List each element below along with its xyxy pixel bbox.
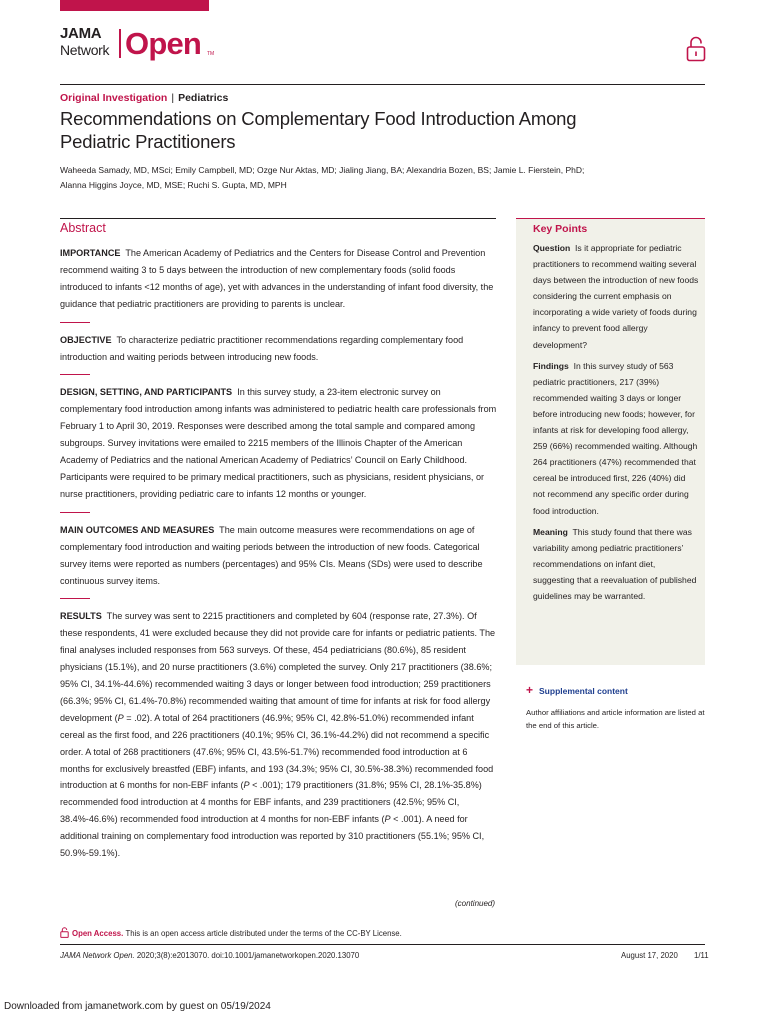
article-type-separator: | bbox=[171, 92, 175, 104]
p-value-symbol: P bbox=[243, 780, 250, 791]
p-value-symbol: P bbox=[117, 712, 124, 723]
logo-trademark: TM bbox=[207, 51, 215, 57]
open-access-text: This is an open access article distributed under the terms of the CC-BY License. bbox=[125, 929, 402, 938]
section-label: MAIN OUTCOMES AND MEASURES bbox=[60, 524, 215, 535]
citation-text: 2020;3(8):e2013070. doi:10.1001/jamanetworkopen.2020.13070 bbox=[136, 951, 360, 960]
key-point-meaning bbox=[533, 524, 699, 604]
logo-divider bbox=[119, 29, 121, 58]
journal-logo[interactable] bbox=[60, 26, 260, 66]
key-point-text: In this survey study of 563 pediatric practitioners, 217 (39%) recommended waiting 3 days or longer before introducing new foods; however, for infants at risk for developing food allergy, 259 (66%) recommended waiting. Although 264 practitioners (47%) recommended that cereal be introduced first, 226 (40%) did not recommend any specific order during food introduction. bbox=[533, 360, 698, 516]
plus-icon: + bbox=[526, 683, 534, 697]
supplemental-label: Supplemental content bbox=[539, 686, 628, 696]
section-label: DESIGN, SETTING, AND PARTICIPANTS bbox=[60, 387, 233, 398]
header-rule bbox=[60, 84, 705, 85]
key-point-findings bbox=[533, 358, 699, 519]
section-text: The American Academy of Pediatrics and the Centers for Disease Control and Prevention recommend waiting 3 to 5 days between the introduction of new complementary foods (solid foods introduced to infants <12 months of age), yet with advances in the understanding of infant food diversity, the guidance that pediatric practitioners are providing to parents is unclear. bbox=[60, 248, 494, 309]
open-padlock-icon bbox=[60, 927, 69, 938]
footer-rule bbox=[60, 944, 705, 945]
section-label: RESULTS bbox=[60, 611, 102, 622]
logo-open-text: Open bbox=[125, 26, 202, 61]
article-section[interactable]: Pediatrics bbox=[178, 92, 229, 104]
abstract-outcomes bbox=[60, 522, 498, 590]
article-category[interactable]: Original Investigation bbox=[60, 92, 168, 104]
article-type bbox=[60, 91, 228, 105]
section-text: In this survey study, a 23-item electronic survey on complementary food introduction among infants was administered to pediatric health care professionals from February 1 to April 30, 2019. Responses were described among the total sample and compared among subgroups. Survey invitations were emailed to 2215 members of the Illinois Chapter of the American Academy of Pediatrics and the national American Academy of Pediatrics’ Council on Early Childhood. Participants were required to be primary medical practitioners, such as physicians, resident physicians, or nurse practitioners, providing pediatric care to infants 12 months or younger. bbox=[60, 387, 497, 499]
section-text: < .001). A need for additional training on complementary food introduction was reported by 310 practitioners (55.1%; 95% CI, 50.9%-59.1%). bbox=[60, 814, 485, 859]
author-line: Waheeda Samady, MD, MSci; Emily Campbell, MD; Ozge Nur Aktas, MD; Jialing Jiang, BA; Alexandria Bozen, BS; Jamie L. Fierstein, PhD; bbox=[60, 165, 585, 175]
section-label: IMPORTANCE bbox=[60, 248, 121, 258]
open-access-lock-icon bbox=[686, 36, 706, 62]
section-divider bbox=[60, 322, 90, 323]
download-notice: Downloaded from jamanetwork.com by guest on 05/19/2024 bbox=[4, 1001, 271, 1012]
author-line: Alanna Higgins Joyce, MD, MSE; Ruchi S. Gupta, MD, MPH bbox=[60, 180, 287, 190]
key-point-label: Question bbox=[533, 243, 571, 253]
abstract-objective bbox=[60, 332, 498, 366]
citation-journal: JAMA Network Open. bbox=[60, 951, 135, 960]
section-text: = .02). A total of 264 practitioners (46.9%; 95% CI, 42.8%-51.0%) recommended infant cereal as the first food, and 226 practitioners (40.1%; 95% CI, 36.1%-44.2%) did not recommend a specific order. A total of 268 practitioners (47.6%; 95% CI, 43.5%-51.7%) recommended food introduction at 6 months for exclusively breastfed (EBF) infants, and 193 (34.3%; 95% CI, 30.5%-38.3%) recommended food introduction at 6 months for non-EBF infants ( bbox=[60, 712, 494, 791]
section-divider bbox=[60, 374, 90, 375]
abstract-importance bbox=[60, 245, 498, 313]
abstract-heading: Abstract bbox=[60, 221, 106, 235]
affiliations-note: Author affiliations and article information are listed at the end of this article. bbox=[526, 708, 705, 730]
p-value-symbol: P bbox=[384, 814, 391, 825]
key-point-question bbox=[533, 240, 699, 353]
logo-network-text: Network bbox=[60, 42, 110, 58]
journal-color-bar bbox=[60, 0, 209, 11]
abstract-body bbox=[60, 245, 498, 862]
publication-date: August 17, 2020 bbox=[621, 951, 678, 960]
open-access-statement bbox=[60, 927, 402, 940]
section-text: To characterize pediatric practitioner recommendations regarding complementary food introduction and waiting periods between introducing new foods. bbox=[60, 334, 464, 362]
key-point-label: Meaning bbox=[533, 526, 568, 537]
abstract-results bbox=[60, 608, 498, 862]
section-text: The survey was sent to 2215 practitioners and completed by 604 (response rate, 27.3%). Of these respondents, 41 were excluded because they did not provide care for infants or pediatric patients. The final analyses included responses from 563 surveys. Of these, 454 pediatricians (80.6%), 85 resident physicians (15.1%), and 20 nurse practitioners (3.6%) completed the survey. Only 217 practitioners (38.6%; 95% CI, 34.1%-44.6%) recommended waiting 3 days or longer between food introduction; 259 practitioners (66.3%; 95% CI, 61.4%-70.8%) recommended waiting that amount of time for infants at risk for food allergy development ( bbox=[60, 611, 496, 723]
abstract-rule bbox=[60, 218, 496, 219]
section-divider bbox=[60, 512, 90, 513]
section-divider bbox=[60, 598, 90, 599]
logo-jama-text: JAMA bbox=[60, 25, 102, 42]
key-point-text: This study found that there was variability among pediatric practitioners’ recommendations on infant diet, suggesting that a reevaluation of published guidelines may be warranted. bbox=[533, 526, 697, 601]
supplemental-content-link[interactable] bbox=[526, 683, 628, 697]
key-points-heading: Key Points bbox=[533, 223, 588, 235]
key-points-body bbox=[533, 240, 699, 609]
article-title: Recommendations on Complementary Food Introduction Among Pediatric Practitioners bbox=[60, 108, 577, 152]
key-point-label: Findings bbox=[533, 360, 569, 371]
author-list bbox=[60, 163, 660, 193]
citation bbox=[60, 951, 359, 960]
page-number: 1/11 bbox=[694, 951, 709, 960]
section-label: OBJECTIVE bbox=[60, 334, 112, 345]
continued-note: (continued) bbox=[455, 899, 496, 908]
abstract-design bbox=[60, 384, 498, 502]
key-point-text: Is it appropriate for pediatric practitioners to recommend waiting several days between the introduction of new foods considering the current emphasis on incorporating a wide variety of foods during infancy to prevent food allergy development? bbox=[533, 243, 699, 350]
section-text: The main outcome measures were recommendations on age of complementary food introduction and waiting periods between the introduction of new foods. Categorical survey items were reported as numbers (percentages) and 95% CIs. Means (SDs) were used to describe continuous survey items. bbox=[60, 524, 483, 586]
section-text: < .001); 179 practitioners (31.8%; 95% CI, 28.1%-35.8%) recommended food introduction at 4 months for EBF infants, and 239 practitioners (42.5%; 95% CI, 38.4%-46.6%) recommended food introduction at 4 months for non-EBF infants ( bbox=[60, 780, 482, 825]
open-access-label[interactable]: Open Access. bbox=[72, 929, 124, 938]
